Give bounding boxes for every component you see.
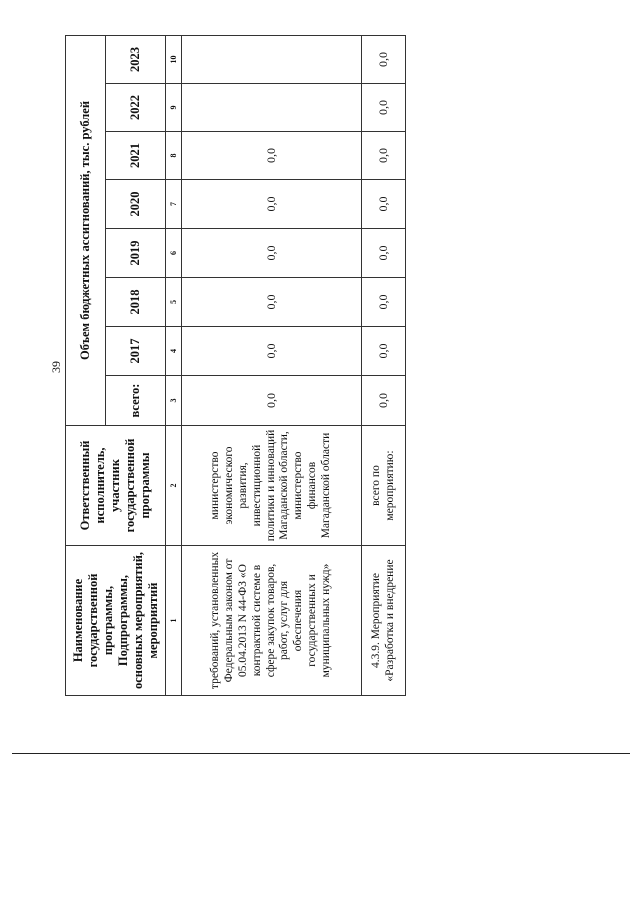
row-value [182, 35, 362, 83]
row-name: 4.3.9. Мероприятие «Разработка и внедрение [362, 546, 406, 696]
col1-header: Наименование государственной программы, Подпрограммы, основных мероприятий, мероприятий [66, 546, 166, 696]
budget-table [65, 35, 406, 696]
col-number: 6 [166, 229, 182, 278]
row-value: 0,0 [362, 278, 406, 327]
page-number: 39 [49, 361, 63, 373]
col-number: 1 [166, 546, 182, 696]
total-header: всего: [106, 376, 166, 426]
row-value: 0,0 [362, 35, 406, 83]
row-value: 0,0 [362, 132, 406, 180]
row-executor: министерство экономического развития, инвестиционной политики и инноваций Магаданской области, министерство финансов Магаданской области [182, 426, 362, 546]
row-value: 0,0 [362, 229, 406, 278]
row-value: 0,0 [362, 376, 406, 426]
year-header: 2021 [106, 132, 166, 180]
row-value: 0,0 [182, 180, 362, 229]
col-number: 3 [166, 376, 182, 426]
year-header: 2017 [106, 327, 166, 376]
row-value: 0,0 [182, 132, 362, 180]
year-header: 2018 [106, 278, 166, 327]
row-value: 0,0 [362, 180, 406, 229]
row-value: 0,0 [182, 376, 362, 426]
row-value: 0,0 [182, 278, 362, 327]
col-number: 8 [166, 132, 182, 180]
year-header: 2022 [106, 84, 166, 132]
col-number: 2 [166, 426, 182, 546]
row-value: 0,0 [362, 84, 406, 132]
col2-header: Ответственный исполнитель, участник государственной программы [66, 426, 166, 546]
col-number: 9 [166, 84, 182, 132]
page-divider [12, 753, 630, 754]
budget-header: Объем бюджетных ассигнований, тыс. рублей [66, 35, 106, 425]
col-number: 4 [166, 327, 182, 376]
col-number: 5 [166, 278, 182, 327]
year-header: 2020 [106, 180, 166, 229]
row-name: требований, установленных Федеральным законом от 05.04.2013 N 44-ФЗ «О контрактной системе в сфере закупок товаров, работ, услуг для обеспечения государственных и муниципальных нужд» [182, 546, 362, 696]
row-value: 0,0 [182, 327, 362, 376]
row-value: 0,0 [362, 327, 406, 376]
year-header: 2023 [106, 35, 166, 83]
row-executor: всего по мероприятию: [362, 426, 406, 546]
year-header: 2019 [106, 229, 166, 278]
row-value: 0,0 [182, 229, 362, 278]
rotated-table-area [65, 36, 405, 696]
col-number: 7 [166, 180, 182, 229]
col-number: 10 [166, 35, 182, 83]
row-value [182, 84, 362, 132]
